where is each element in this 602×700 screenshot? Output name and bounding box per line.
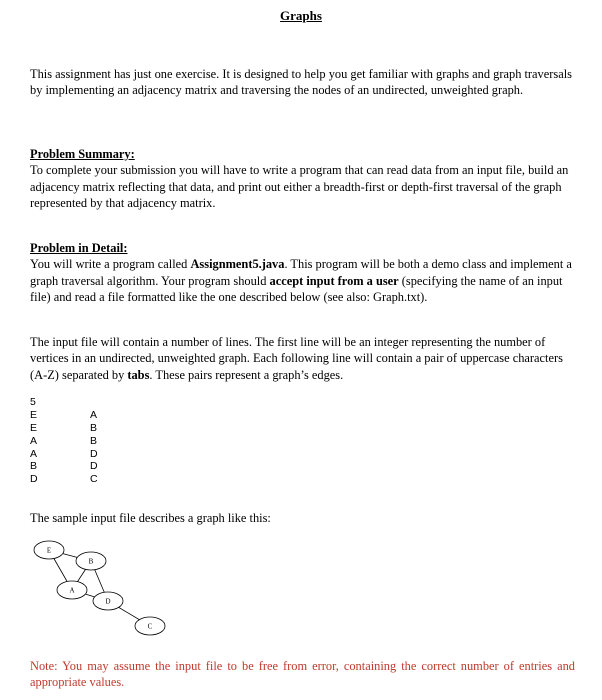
intro-paragraph: This assignment has just one exercise. It is designed to help you get familiar with graphs and graph traversals by implementing an adjacency matrix and traversing the nodes of an undirected, unweighted graph. xyxy=(30,67,572,98)
node-label-b: B xyxy=(88,557,94,566)
graph-caption: The sample input file describes a graph like this: xyxy=(30,511,271,525)
detail-text: You will write a program called Assignment5.java. This program will be both a demo class and implement a graph traversal algorithm. Your program should accept input from a user (specifying the name of an input file) and read a file formatted like the one described below (see also: Graph.txt). xyxy=(30,257,572,305)
node-label-d: D xyxy=(105,597,111,606)
node-label-e: E xyxy=(46,546,52,555)
vertex-count: 5 xyxy=(30,396,36,408)
tabs-emphasis: tabs xyxy=(127,367,150,382)
input-emphasis: accept input from a user xyxy=(269,273,399,288)
graph-diagram xyxy=(30,535,180,645)
page-title: Graphs xyxy=(280,8,322,23)
detail-heading: Problem in Detail: xyxy=(30,241,128,255)
program-name: Assignment5.java xyxy=(190,257,285,272)
input-description: The input file will contain a number of lines. The first line will be an integer representing the number of vertices in an undirected, unweighted graph. Each following line will contain a pair of uppercase characters (A-Z) separated by tabs. These pairs represent a graph’s edges. xyxy=(30,335,563,382)
summary-section xyxy=(30,146,575,212)
summary-heading: Problem Summary: xyxy=(30,147,135,161)
node-label-c: C xyxy=(147,622,153,631)
note-text: Note: You may assume the input file to be free from error, containing the correct number of entries and appropriate values. xyxy=(30,659,575,689)
summary-text: To complete your submission you will have to write a program that can read data from an input file, build an adjacency matrix reflecting that data, and print out either a breadth-first or depth-first traversal of the graph represented by that adjacency matrix. xyxy=(30,163,569,211)
detail-section xyxy=(30,240,575,306)
node-label-a: A xyxy=(69,586,75,595)
